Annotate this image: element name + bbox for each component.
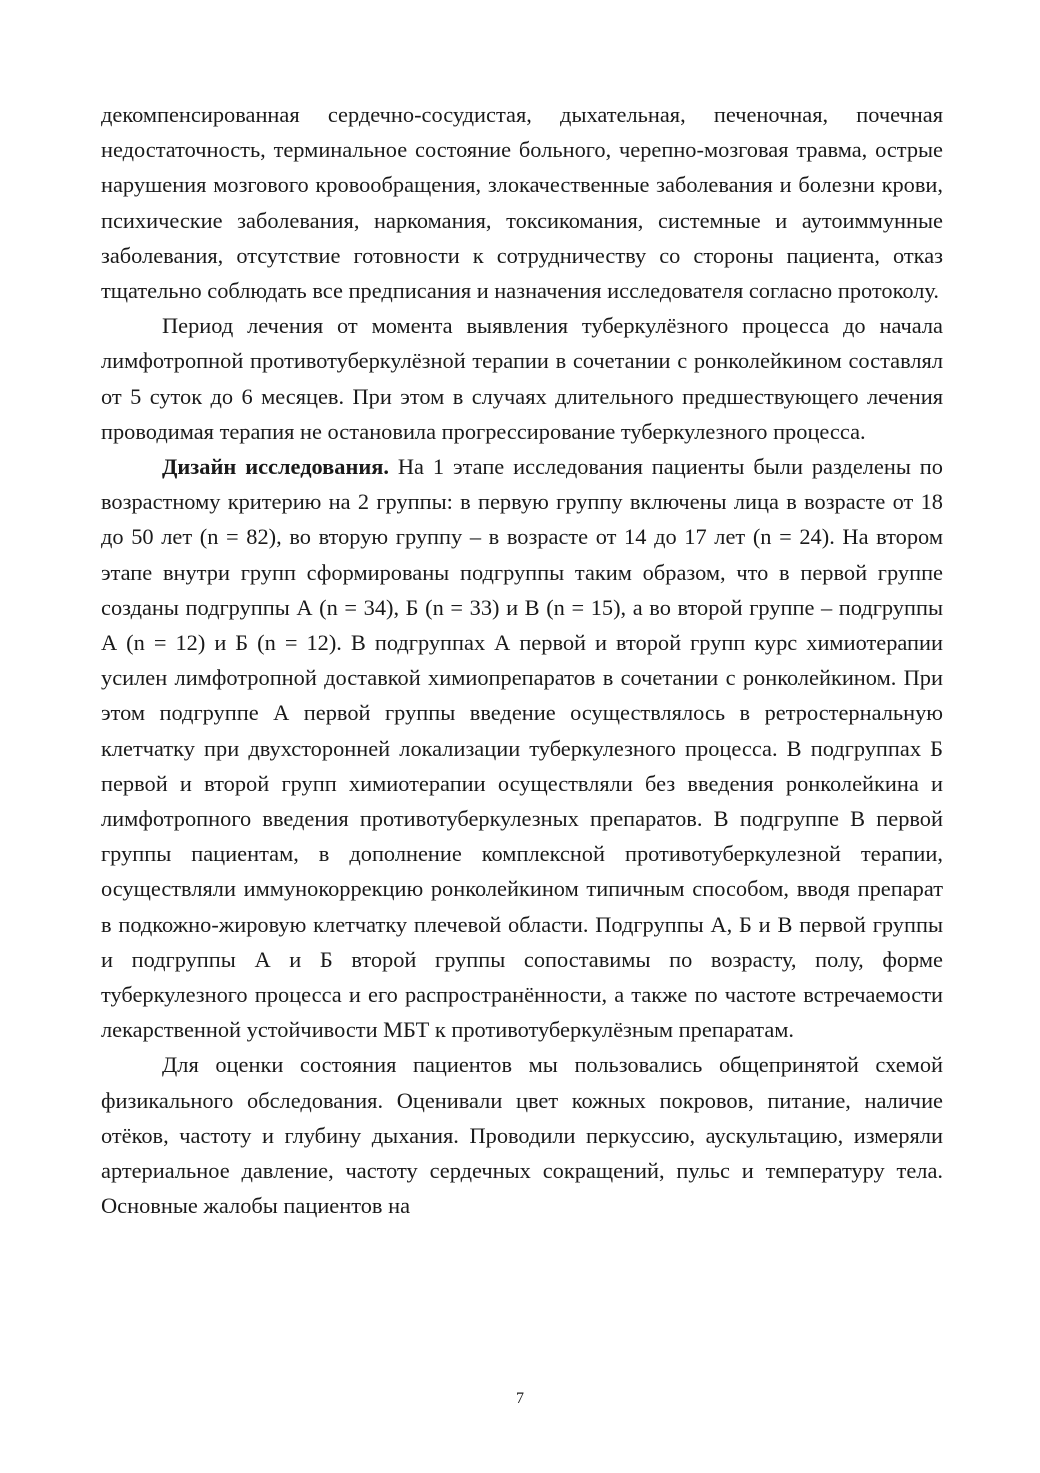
paragraph-patient-assessment: Для оценки состояния пациентов мы пользовались общепринятой схемой физикального обследования. Оценивали цвет кожных покровов, питание, наличие отёков, частоту и глубину дыхания. Проводили перкуссию, аускультацию, измеряли артериальное давление, частоту сердечных сокращений, пульс и температуру тела. Основные жалобы пациентов на [101, 1052, 943, 1219]
paragraph-study-design [101, 449, 943, 1047]
paragraph-exclusion-criteria: декомпенсированная сердечно-сосудистая, дыхательная, печеночная, почечная недостаточность, терминальное состояние больного, черепно-мозговая травма, острые нарушения мозгового кровообращения, злокачественные заболевания и болезни крови, психические заболевания, наркомания, токсикомания, системные и аутоиммунные заболевания, отсутствие готовности к сотрудничеству со стороны пациента, отказ тщательно соблюдать все предписания и назначения исследователя согласно протоколу. [101, 102, 943, 304]
study-design-text: На 1 этапе исследования пациенты были разделены по возрастному критерию на 2 группы: в первую группу включены лица в возрасте от 18 до 50 лет (n = 82), во вторую группу – в возрасте от 14 до 17 лет (n = 24). На втором этапе внутри групп сформированы подгруппы таким образом, что в первой группе созданы подгруппы А (n = 34), Б (n = 33) и В (n = 15), а во второй группе – подгруппы А (n = 12) и Б (n = 12). В подгруппах А первой и второй групп курс химиотерапии усилен лимфотропной доставкой химиопрепаратов в сочетании с ронколейкином. При этом подгруппе А первой группы введение осуществлялось в ретростернальную клетчатку при двухсторонней локализации туберкулезного процесса. В подгруппах Б первой и второй групп химиотерапии осуществляли без введения ронколейкина и лимфотропного введения противотуберкулезных препаратов. В подгруппе В первой группы пациентам, в дополнение комплексной противотуберкулезной терапии, осуществляли иммунокоррекцию ронколейкином типичным способом, вводя препарат в подкожно-жировую клетчатку плечевой области. Подгруппы А, Б и В первой группы и подгруппы А и Б второй группы сопоставимы по возрасту, полу, форме туберкулезного процесса и его распространённости, а также по частоте встречаемости лекарственной устойчивости МБТ к противотуберкулёзным препаратам. [101, 454, 943, 1043]
document-page [101, 97, 943, 1224]
page-number: 7 [516, 1390, 524, 1407]
paragraph-treatment-period: Период лечения от момента выявления туберкулёзного процесса до начала лимфотропной противотуберкулёзной терапии в сочетании с ронколейкином составлял от 5 суток до 6 месяцев. При этом в случаях длительного предшествующего лечения проводимая терапия не остановила прогрессирование туберкулезного процесса. [101, 313, 943, 444]
study-design-heading: Дизайн исследования. [162, 454, 389, 480]
